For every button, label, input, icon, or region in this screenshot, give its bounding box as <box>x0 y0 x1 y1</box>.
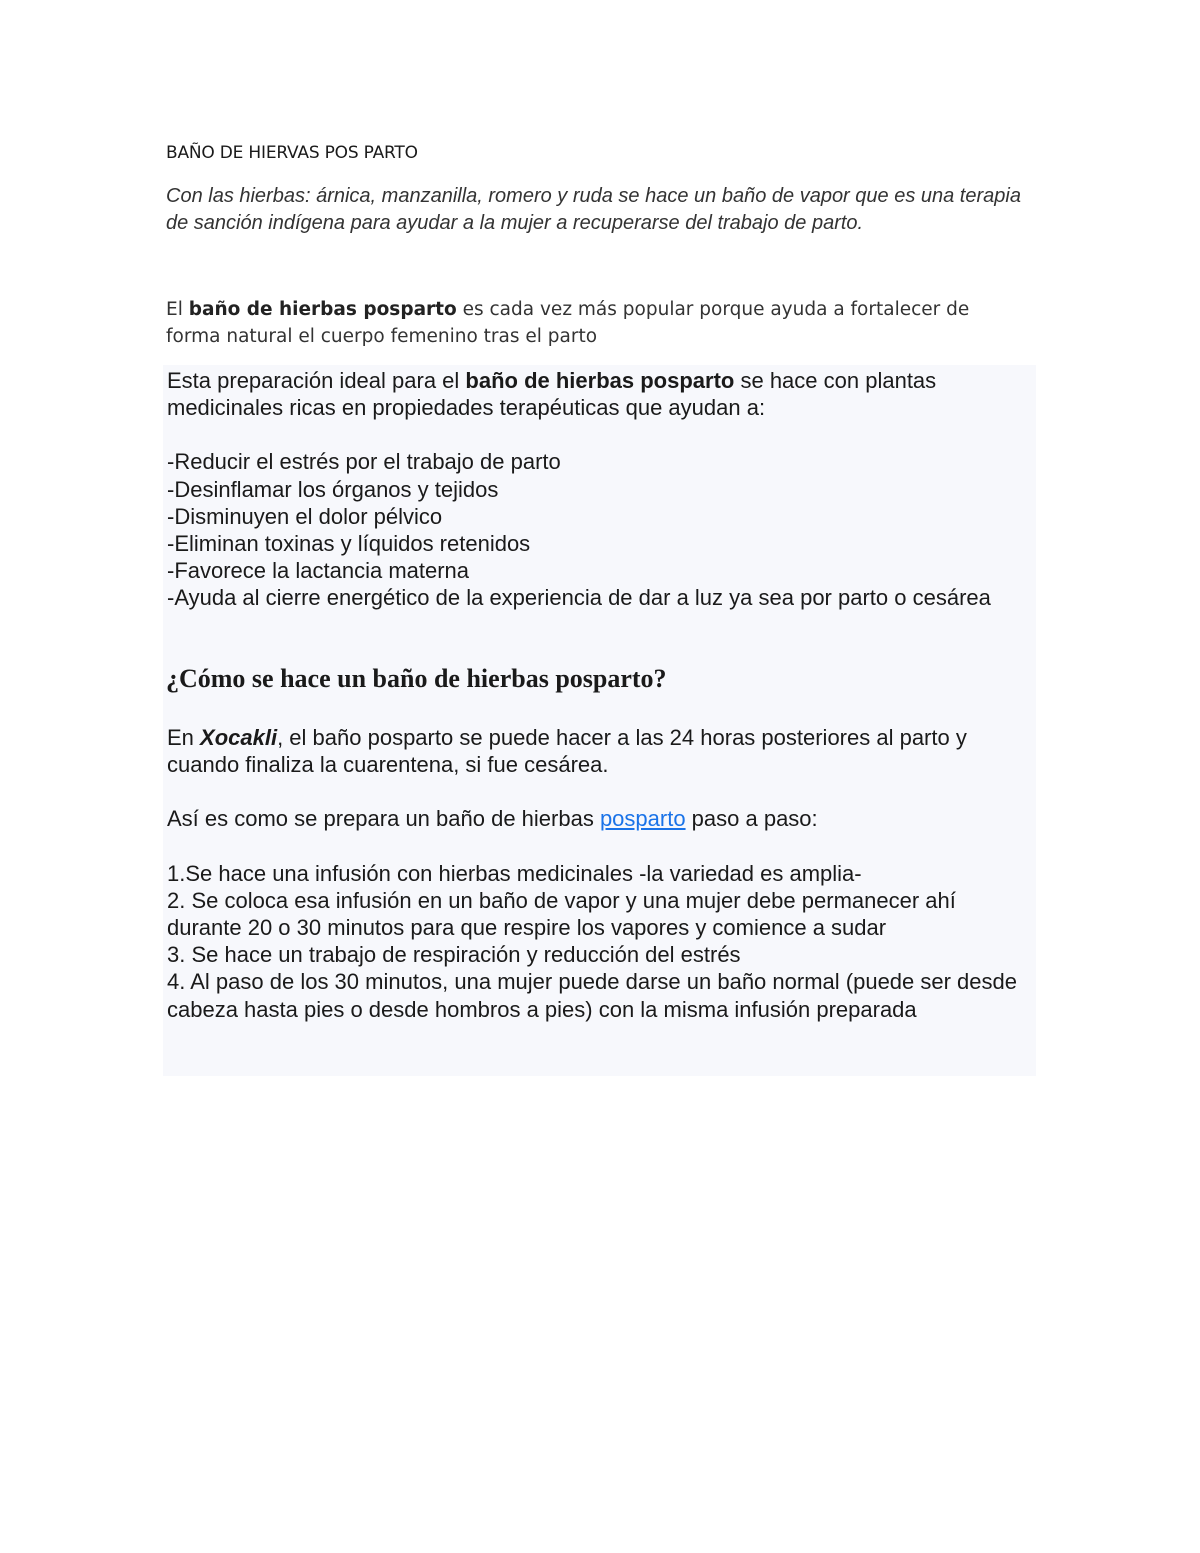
preparation-text-before: Esta preparación ideal para el <box>167 368 466 393</box>
preparation-paragraph <box>167 367 1033 421</box>
benefit-item: -Ayuda al cierre energético de la experiencia de dar a luz ya sea por parto o cesárea <box>167 585 991 611</box>
xocakli-brand: Xocakli <box>200 725 278 750</box>
benefit-item: -Favorece la lactancia materna <box>167 558 470 584</box>
popular-paragraph <box>166 296 1026 350</box>
step-item: 3. Se hace un trabajo de respiración y reducción del estrés <box>167 942 741 968</box>
xocakli-text-after: , el baño posparto se puede hacer a las 24 horas posteriores al parto y cuando finaliza la cuarentena, si fue cesárea. <box>167 725 967 778</box>
xocakli-text-before: En <box>167 725 201 750</box>
preparation-text-after: se hace con plantas medicinales ricas en propiedades terapéuticas que ayudan a: <box>167 368 937 421</box>
popular-text-bold: baño de hierbas posparto <box>188 299 457 320</box>
page-title: BAÑO DE HIERVAS POS PARTO <box>166 143 418 163</box>
preparation-section <box>167 367 1033 612</box>
preparation-text-bold: baño de hierbas posparto <box>465 368 735 393</box>
step-item: 2. Se coloca esa infusión en un baño de vapor y una mujer debe permanecer ahí durante 20 o 30 minutos para que respire los vapores y comience a sudar <box>167 887 956 941</box>
popular-text-after: es cada vez más popular porque ayuda a fortalecer de forma natural el cuerpo femenino tras el parto <box>166 299 970 347</box>
posparto-link[interactable]: posparto <box>599 806 686 832</box>
step-item: 4. Al paso de los 30 minutos, una mujer puede darse un baño normal (puede ser desde cabeza hasta pies o desde hombros a pies) con la misma infusión preparada <box>167 969 1017 1022</box>
steps-intro-paragraph <box>167 805 1033 832</box>
popular-text-before: El <box>166 299 189 320</box>
steps-intro-before: Así es como se prepara un baño de hierbas <box>167 806 600 832</box>
intro-paragraph: Con las hierbas: árnica, manzanilla, romero y ruda se hace un baño de vapor que es una terapia de sanción indígena para ayudar a la mujer a recuperarse del trabajo de parto. <box>166 185 1021 234</box>
instructions-section <box>167 724 1033 1023</box>
benefit-item: -Reducir el estrés por el trabajo de parto <box>167 449 561 475</box>
section-heading: ¿Cómo se hace un baño de hierbas posparto? <box>166 664 667 693</box>
benefit-item: -Eliminan toxinas y líquidos retenidos <box>167 531 531 557</box>
step-item: 1.Se hace una infusión con hierbas medicinales -la variedad es amplia- <box>167 860 862 886</box>
steps-intro-after: paso a paso: <box>685 806 818 832</box>
xocakli-paragraph <box>167 724 1033 778</box>
benefit-item: -Disminuyen el dolor pélvico <box>167 503 443 529</box>
benefit-item: -Desinflamar los órganos y tejidos <box>167 476 499 502</box>
